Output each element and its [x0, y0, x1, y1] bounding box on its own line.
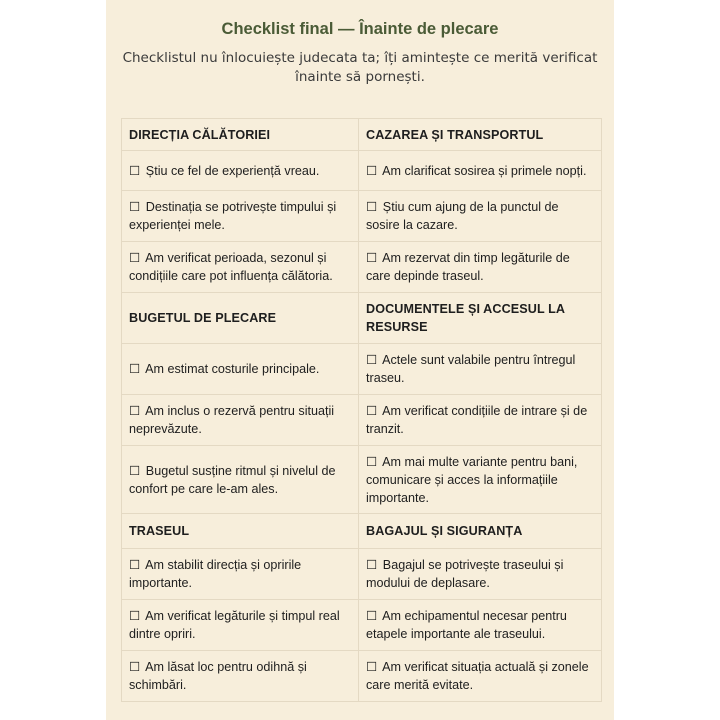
checklist-item[interactable] [359, 600, 602, 651]
checklist-item[interactable] [359, 395, 602, 446]
checklist-item-text: Am lăsat loc pentru odihnă și schimbări. [129, 660, 307, 692]
checklist-item[interactable] [359, 151, 602, 191]
checklist-item-text: Actele sunt valabile pentru întregul traseu. [366, 353, 576, 385]
checklist-item-text: Am echipamentul necesar pentru etapele importante ale traseului. [366, 609, 567, 641]
section-heading: TRASEUL [122, 514, 359, 549]
checklist-item-text: Știu ce fel de experiență vreau. [145, 163, 320, 178]
checklist-item[interactable] [359, 549, 602, 600]
checkbox-icon[interactable]: ☐ [366, 609, 378, 623]
checkbox-icon[interactable]: ☐ [129, 251, 141, 265]
checkbox-icon[interactable]: ☐ [366, 251, 378, 265]
checklist-table [121, 118, 602, 702]
checkbox-icon[interactable]: ☐ [366, 353, 378, 367]
checklist-row [122, 151, 602, 191]
checklist-row [122, 651, 602, 702]
checklist-page [106, 0, 614, 720]
section-heading: DOCUMENTELE ȘI ACCESUL LA RESURSE [359, 293, 602, 344]
checkbox-icon[interactable]: ☐ [129, 463, 141, 478]
checklist-item-text: Am inclus o rezervă pentru situații neprevăzute. [129, 404, 335, 436]
section-heading: BAGAJUL ȘI SIGURANȚA [359, 514, 602, 549]
checklist-item[interactable] [359, 344, 602, 395]
checkbox-icon[interactable]: ☐ [129, 558, 141, 572]
checklist-item[interactable] [122, 344, 359, 395]
section-header-row [122, 293, 602, 344]
checklist-item[interactable] [122, 242, 359, 293]
checklist-row [122, 242, 602, 293]
checklist-item[interactable] [122, 651, 359, 702]
checkbox-icon[interactable]: ☐ [129, 609, 141, 623]
checklist-item-text: Am mai multe variante pentru bani, comunicare și acces la informațiile importante. [366, 454, 578, 505]
checklist-item-text: Am rezervat din timp legăturile de care depinde traseul. [366, 251, 570, 283]
checklist-item-text: Am stabilit direcția și opririle importante. [129, 558, 302, 590]
checklist-item-text: Am estimat costurile principale. [145, 362, 320, 376]
checklist-item-text: Bagajul se potrivește traseului și modului de deplasare. [366, 558, 564, 590]
checkbox-icon[interactable]: ☐ [129, 404, 141, 418]
checkbox-icon[interactable]: ☐ [366, 660, 378, 674]
checklist-item[interactable] [122, 446, 359, 514]
checkbox-icon[interactable]: ☐ [366, 404, 378, 418]
checkbox-icon[interactable]: ☐ [129, 660, 141, 674]
checkbox-icon[interactable]: ☐ [366, 558, 378, 572]
checklist-item-text: Am verificat situația actuală și zonele care merită evitate. [366, 660, 589, 692]
checklist-item-text: Am clarificat sosirea și primele nopți. [382, 163, 587, 178]
checklist-row [122, 395, 602, 446]
checklist-item-text: Am verificat legăturile și timpul real dintre opriri. [129, 609, 340, 641]
checklist-item[interactable] [122, 191, 359, 242]
checklist-item[interactable] [122, 549, 359, 600]
checklist-item[interactable] [122, 395, 359, 446]
checklist-item[interactable] [359, 651, 602, 702]
checkbox-icon[interactable]: ☐ [366, 200, 378, 214]
checklist-row [122, 600, 602, 651]
checklist-item[interactable] [122, 600, 359, 651]
checklist-item-text: Am verificat perioada, sezonul și condițiile care pot influența călătoria. [129, 251, 333, 283]
section-heading: DIRECȚIA CĂLĂTORIEI [122, 119, 359, 151]
checkbox-icon[interactable]: ☐ [129, 200, 141, 214]
page-subtitle: Checklistul nu înlocuiește judecata ta; îți amintește ce merită verificat înainte să pornești. [122, 50, 598, 85]
checklist-row [122, 191, 602, 242]
checklist-row [122, 446, 602, 514]
section-header-row [122, 514, 602, 549]
checklist-item[interactable] [359, 242, 602, 293]
checklist-item-text: Bugetul susține ritmul și nivelul de confort pe care le-am ales. [129, 463, 336, 496]
checklist-item[interactable] [122, 151, 359, 191]
section-header-row [122, 119, 602, 151]
checklist-item[interactable] [359, 446, 602, 514]
checkbox-icon[interactable]: ☐ [129, 362, 141, 376]
checkbox-icon[interactable]: ☐ [129, 163, 141, 178]
checklist-item-text: Știu cum ajung de la punctul de sosire la cazare. [366, 200, 559, 232]
checklist-row [122, 549, 602, 600]
section-heading: BUGETUL DE PLECARE [122, 293, 359, 344]
checkbox-icon[interactable]: ☐ [366, 454, 378, 469]
checklist-item-text: Am verificat condițiile de intrare și de tranzit. [366, 404, 588, 436]
checklist-row [122, 344, 602, 395]
checklist-item-text: Destinația se potrivește timpului și experienței mele. [129, 200, 337, 232]
page-title: Checklist final — Înainte de plecare [221, 20, 499, 38]
section-heading: CAZAREA ȘI TRANSPORTUL [359, 119, 602, 151]
checkbox-icon[interactable]: ☐ [366, 163, 378, 178]
checklist-item[interactable] [359, 191, 602, 242]
